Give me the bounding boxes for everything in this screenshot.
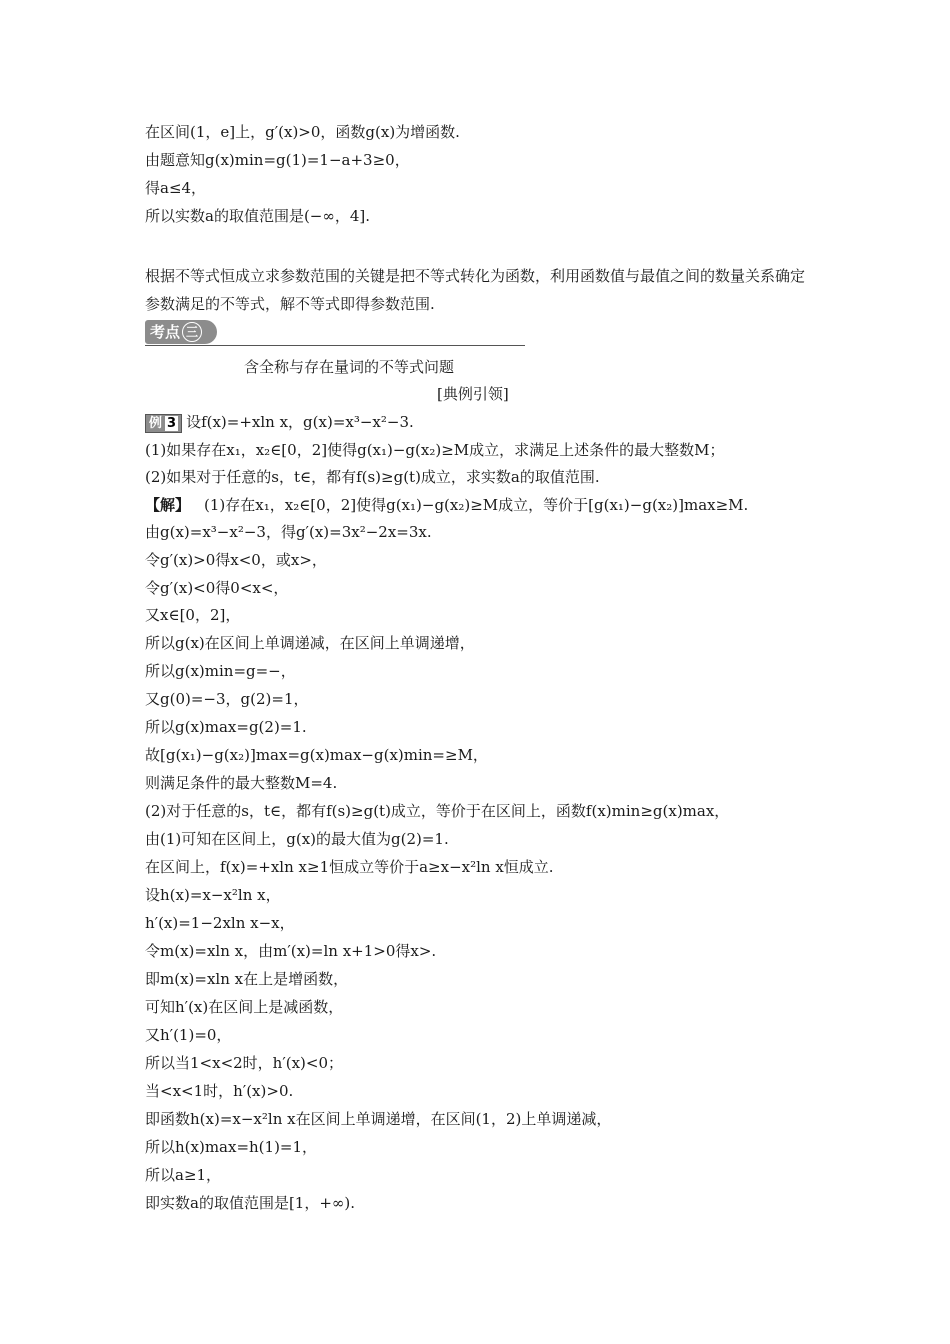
text-line: 故[g(x₁)−g(x₂)]max=g(x)max−g(x)min=≥M，	[145, 746, 488, 764]
example-tag-text: 例	[149, 416, 163, 431]
text-line: 则满足条件的最大整数M=4.	[145, 774, 338, 792]
text-line: 所以g(x)max=g(2)=1.	[145, 718, 307, 736]
badge-number: 三	[182, 322, 202, 342]
text-line: 又h′(1)=0，	[145, 1026, 232, 1044]
text-line: 所以a≥1，	[145, 1166, 222, 1184]
text-line: 即函数h(x)=x−x²ln x在区间上单调递增，在区间(1，2)上单调递减，	[145, 1110, 612, 1128]
method-tip: 根据不等式恒成立求参数范围的关键是把不等式转化为函数，利用函数值与最值之间的数量关系确定参数满足的不等式，解不等式即得参数范围.	[145, 267, 806, 313]
section-badge	[145, 320, 525, 348]
text-line: 令g′(x)<0得0<x<，	[145, 579, 289, 597]
text-line: 由题意知g(x)min=g(1)=1−a+3≥0，	[145, 151, 410, 169]
text-line: 所以g(x)min=g=−，	[145, 662, 296, 680]
text-line: 令m(x)=xln x，由m′(x)=ln x+1>0得x>.	[145, 942, 437, 960]
text-line: 当<x<1时，h′(x)>0.	[145, 1082, 294, 1100]
text-line: 由(1)可知在区间上，g(x)的最大值为g(2)=1.	[145, 830, 449, 848]
text-line: 即实数a的取值范围是[1，+∞).	[145, 1194, 356, 1212]
text-line: (2)如果对于任意的s，t∈，都有f(s)≥g(t)成立，求实数a的取值范围.	[145, 468, 600, 486]
text-line: 所以当1<x<2时，h′(x)<0；	[145, 1054, 344, 1072]
example-tag-number: 3	[167, 416, 177, 431]
text-line: (1)如果存在x₁，x₂∈[0，2]使得g(x₁)−g(x₂)≥M成立，求满足上述条件的最大整数M；	[145, 441, 725, 459]
text-line: 由g(x)=x³−x²−3，得g′(x)=3x²−2x=3x.	[145, 523, 432, 541]
text-line: (2)对于任意的s，t∈，都有f(s)≥g(t)成立，等价于在区间上，函数f(x)min≥g(x)max，	[145, 802, 730, 820]
text-line: 在区间上，f(x)=+xln x≥1恒成立等价于a≥x−x²ln x恒成立.	[145, 858, 554, 876]
text-line: 在区间(1，e]上，g′(x)>0，函数g(x)为增函数.	[145, 123, 460, 141]
text-line: 设h(x)=x−x²ln x，	[145, 886, 281, 904]
section-rule	[145, 345, 525, 346]
text-line: 得a≤4，	[145, 179, 207, 197]
kaodian-badge	[145, 320, 217, 344]
example-tag	[145, 414, 182, 433]
text-line: 可知h′(x)在区间上是减函数，	[145, 998, 344, 1016]
text-line: 又g(0)=−3，g(2)=1，	[145, 690, 309, 708]
example-stem-text: 设f(x)=+xln x，g(x)=x³−x²−3.	[186, 413, 414, 431]
text-line: h′(x)=1−2xln x−x，	[145, 914, 295, 932]
text-line: 即m(x)=xln x在上是增函数，	[145, 970, 349, 988]
section-title: 含全称与存在量词的不等式问题	[244, 358, 455, 376]
badge-text: 考点	[150, 323, 181, 341]
solution-text: (1)存在x₁，x₂∈[0，2]使得g(x₁)−g(x₂)≥M成立，等价于[g(x₁)−g(x₂)]max≥M.	[204, 496, 749, 514]
example-stem	[145, 412, 414, 433]
text-line: 令g′(x)>0得x<0，或x>，	[145, 551, 327, 569]
solution-line	[145, 495, 748, 515]
text-line: 又x∈[0，2]，	[145, 606, 241, 624]
text-line: 所以实数a的取值范围是(−∞，4].	[145, 207, 371, 225]
text-line: 所以h(x)max=h(1)=1，	[145, 1138, 318, 1156]
example-subtitle: [典例引领]	[437, 385, 509, 403]
solution-label: 【解】	[145, 496, 191, 514]
text-line: 所以g(x)在区间上单调递减，在区间上单调递增，	[145, 634, 475, 652]
